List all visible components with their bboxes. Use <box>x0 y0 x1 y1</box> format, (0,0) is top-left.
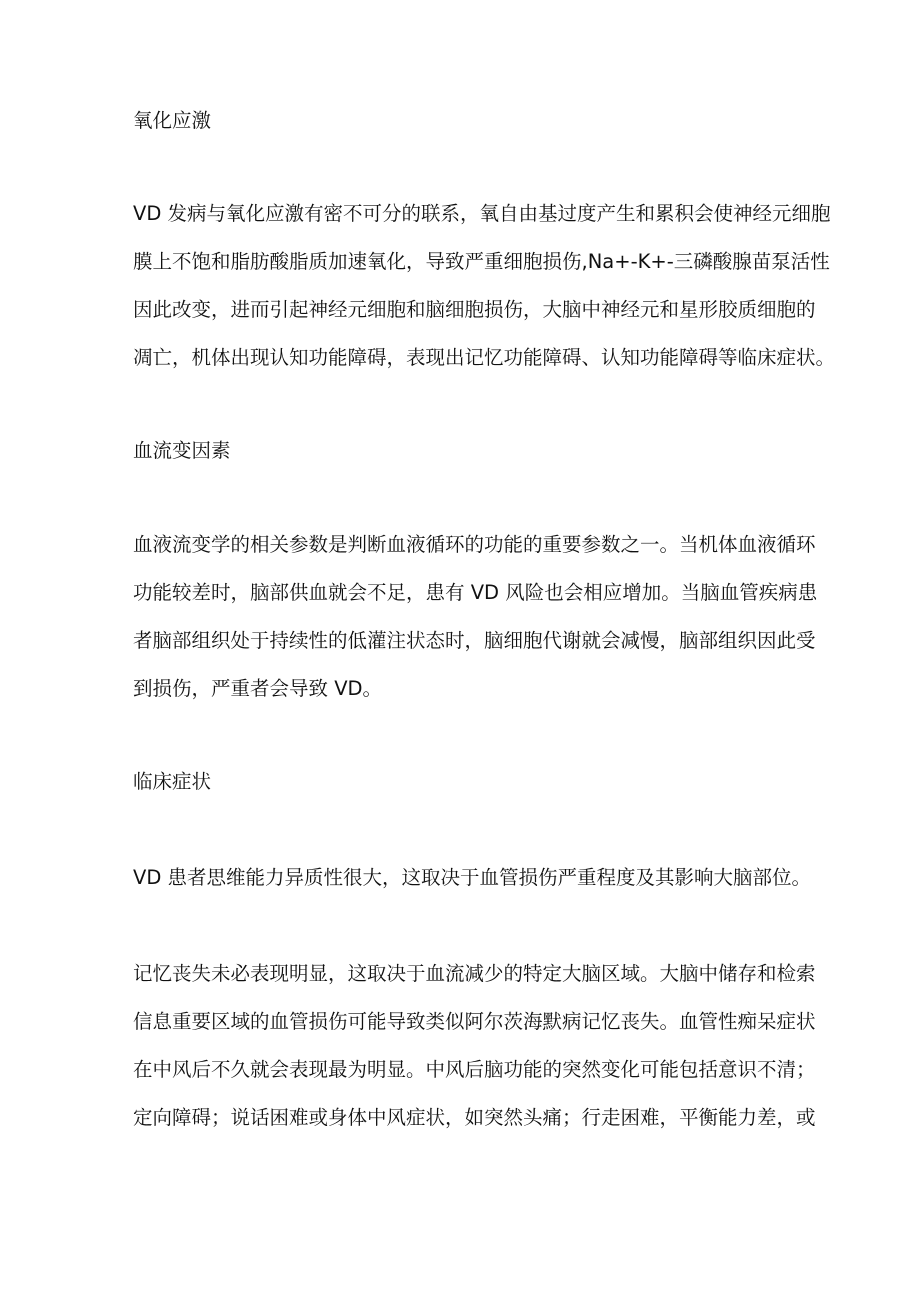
paragraph-line: 记忆丧失未必表现明显，这取决于血流减少的特定大脑区域。大脑中储存和检索 <box>133 962 816 985</box>
section-heading: 临床症状 <box>133 770 212 793</box>
paragraph-line: VD 患者思维能力异质性很大，这取决于血管损伤严重程度及其影响大脑部位。 <box>133 866 812 889</box>
paragraph-line: 到损伤，严重者会导致 VD。 <box>133 677 383 700</box>
paragraph-line: 信息重要区域的血管损伤可能导致类似阿尔茨海默病记忆丧失。血管性痴呆症状 <box>133 1010 816 1033</box>
paragraph-line: 定向障碍；说话困难或身体中风症状，如突然头痛；行走困难，平衡能力差，或 <box>133 1106 816 1129</box>
paragraph-line: 在中风后不久就会表现最为明显。中风后脑功能的突然变化可能包括意识不清； <box>133 1058 816 1081</box>
paragraph-line: 膜上不饱和脂肪酸脂质加速氧化，导致严重细胞损伤,Na+-K+-三磷酸腺苗泵活性 <box>133 250 830 273</box>
section-heading: 血流变因素 <box>133 439 231 462</box>
paragraph-line: 凋亡，机体出现认知功能障碍，表现出记忆功能障碍、认知功能障碍等临床症状。 <box>133 346 836 369</box>
paragraph-line: 者脑部组织处于持续性的低灌注状态时，脑细胞代谢就会减慢，脑部组织因此受 <box>133 629 816 652</box>
paragraph-line: 因此改变，进而引起神经元细胞和脑细胞损伤，大脑中神经元和星形胶质细胞的 <box>133 298 816 321</box>
paragraph-line: 血液流变学的相关参数是判断血液循环的功能的重要参数之一。当机体血液循环 <box>133 533 816 556</box>
paragraph-line: VD 发病与氧化应激有密不可分的联系，氧自由基过度产生和累积会使神经元细胞 <box>133 202 831 225</box>
paragraph-line: 功能较差时，脑部供血就会不足，患有 VD 风险也会相应增加。当脑血管疾病患 <box>133 581 818 604</box>
section-heading: 氧化应激 <box>133 109 212 132</box>
